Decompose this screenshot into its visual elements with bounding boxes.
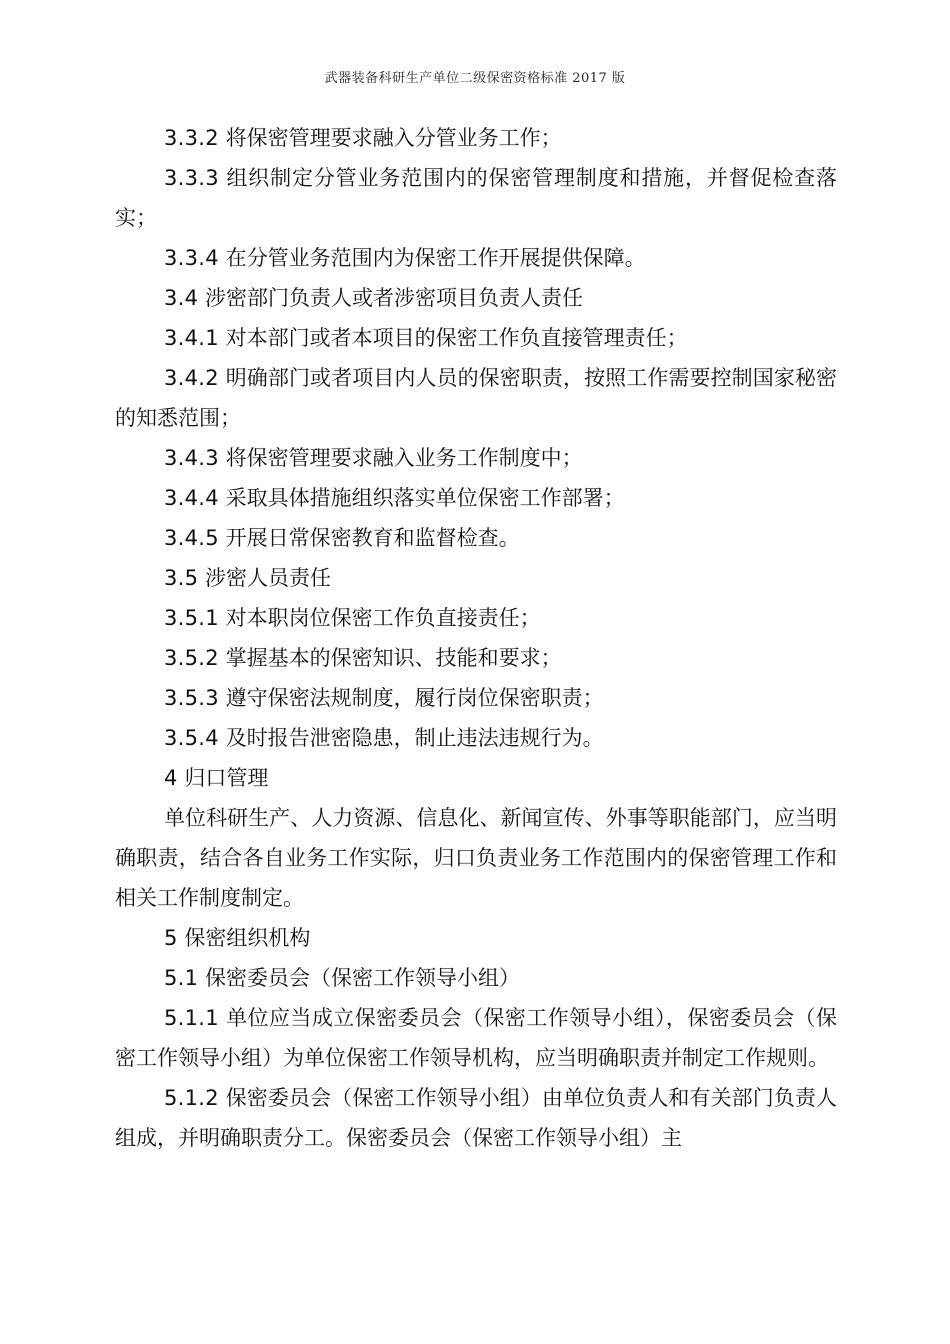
clause-text: 在分管业务范围内为保密工作开展提供保障。 [225,246,646,270]
clause-text: 对本部门或者本项目的保密工作负直接管理责任； [225,326,688,350]
paragraph [115,638,837,678]
clause-number: 5.1.2 [164,1086,219,1110]
clause-number: 3.4 [164,286,199,310]
paragraph [115,358,837,438]
paragraph [115,278,837,318]
document-body [115,118,837,1158]
clause-number: 4 [164,766,178,790]
clause-text: 采取具体措施组织落实单位保密工作部署； [225,486,625,510]
clause-number: 3.4.5 [164,526,219,550]
paragraph [115,918,837,958]
clause-number: 3.4.4 [164,486,219,510]
clause-text: 开展日常保密教育和监督检查。 [225,526,520,550]
clause-text: 将保密管理要求融入业务工作制度中； [225,446,583,470]
paragraph [115,518,837,558]
clause-text: 对本职岗位保密工作负直接责任； [225,606,541,630]
clause-text: 遵守保密法规制度，履行岗位保密职责； [225,686,604,710]
clause-text: 掌握基本的保密知识、技能和要求； [225,646,562,670]
paragraph [115,478,837,518]
clause-number: 5.1.1 [164,1006,219,1030]
clause-text: 归口管理 [184,766,269,790]
paragraph [115,998,837,1078]
clause-number: 3.5.1 [164,606,219,630]
clause-number: 3.4.1 [164,326,219,350]
clause-text: 涉密部门负责人或者涉密项目负责人责任 [205,286,583,310]
clause-number: 5.1 [164,966,199,990]
clause-text: 明确部门或者项目内人员的保密职责，按照工作需要控制国家秘密的知悉范围； [115,366,837,430]
clause-number: 3.4.3 [164,446,219,470]
paragraph [115,1078,837,1158]
clause-number: 5 [164,926,178,950]
paragraph [115,598,837,638]
clause-text: 组织制定分管业务范围内的保密管理制度和措施，并督促检查落实； [115,166,837,230]
clause-number: 3.5.2 [164,646,219,670]
clause-text: 保密组织机构 [184,926,311,950]
clause-text: 涉密人员责任 [205,566,331,590]
paragraph [115,118,837,158]
clause-text: 保密委员会（保密工作领导小组） [205,966,520,990]
clause-number: 3.5 [164,566,199,590]
paragraph [115,558,837,598]
paragraph-text: 单位科研生产、人力资源、信息化、新闻宣传、外事等职能部门，应当明确职责，结合各自业务工作实际，归口负责业务工作范围内的保密管理工作和相关工作制度制定。 [115,806,837,910]
paragraph [115,958,837,998]
clause-text: 保密委员会（保密工作领导小组）由单位负责人和有关部门负责人组成，并明确职责分工。保密委员会（保密工作领导小组）主 [115,1086,837,1150]
paragraph [115,678,837,718]
clause-number: 3.3.4 [164,246,219,270]
clause-number: 3.3.3 [164,166,219,190]
paragraph [115,758,837,798]
clause-text: 单位应当成立保密委员会（保密工作领导小组），保密委员会（保密工作领导小组）为单位保密工作领导机构，应当明确职责并制定工作规则。 [115,1006,837,1070]
paragraph [115,318,837,358]
paragraph [115,238,837,278]
clause-text: 及时报告泄密隐患，制止违法违规行为。 [225,726,604,750]
page-header: 武器装备科研生产单位二级保密资格标准 2017 版 [324,71,626,86]
clause-number: 3.4.2 [164,366,219,390]
paragraph [115,438,837,478]
clause-text: 将保密管理要求融入分管业务工作； [225,126,562,150]
clause-number: 3.5.3 [164,686,219,710]
clause-number: 3.3.2 [164,126,219,150]
paragraph [115,158,837,238]
clause-number: 3.5.4 [164,726,219,750]
paragraph [115,798,837,918]
paragraph [115,718,837,758]
